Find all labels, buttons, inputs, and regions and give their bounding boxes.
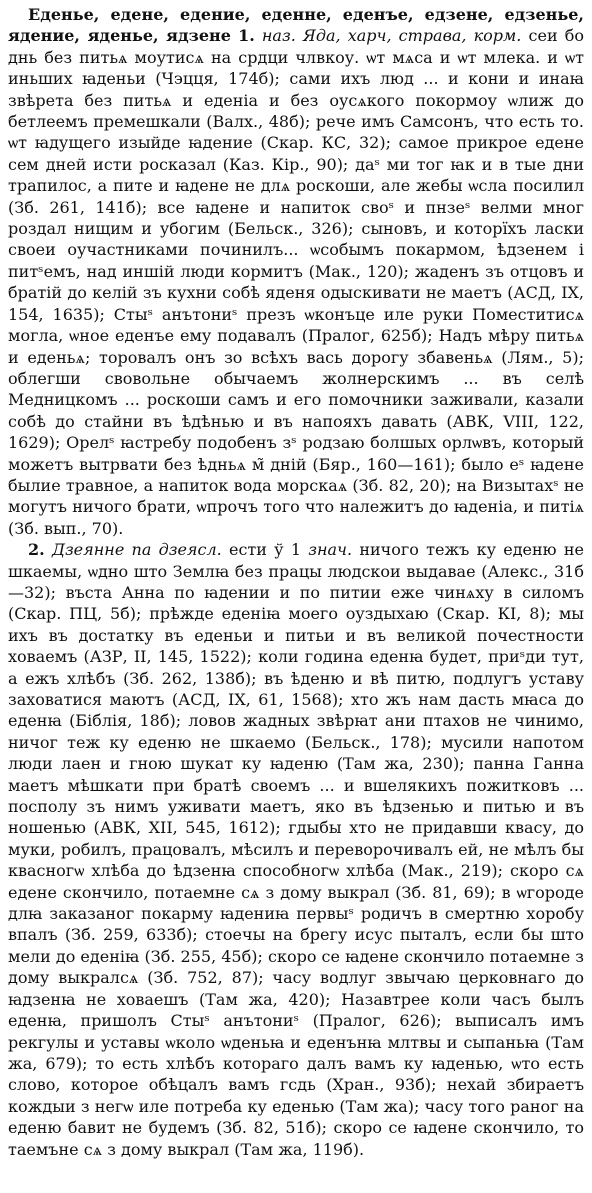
sense-1-gloss: наз. Яда, харч, страва, корм. [261, 26, 522, 46]
sense-1-number: 1. [238, 26, 255, 46]
sense-2-ref: ести ў 1 [229, 540, 302, 560]
sense-1-citations: сеи бо днь без питьѧ моутисѧ на срдци члвкоу. ѡт мѧса и ѡт млека. и ѡт иньших ꙗденьи (Чэцця, 174б); сами ихъ люд ... и кони и инаꙗ звѣрета без питьѧ и еденіа и без оусѧкого покормоу ѡлиж до бетлеемъ премешкали (Валх., 48б); рече имъ Самсонъ, что есть то. ѡт ꙗдущего изыйде ꙗдение (Скар. КС, 32); самое прикрое едене сем дней исти росказал (Каз. Кір., 90); даˢ ми тог ꙗк и в тые дни трапилос, а пите и ꙗдене не длѧ роскоши, але жебы ѡсла посилил (Зб. 261, 141б); все ꙗдене и напиток своˢ и пнзеˢ велми мног роздал нищим и убогим (Бельск., 326); сыновъ, и которїхъ ласки своеи оучастниками починилъ... ѡсобымъ покармом, ѣдзенем і питˢемъ, над иншій люди кормитъ (Мак., 120); жаденъ зъ отцовъ и братій до келій зъ кухни собѣ яденя одыскивати не маетъ (АСД, IX, 154, 1635); Стыˢ анътониˢ презъ ѡконъце иле руки Поместитисѧ могла, ѡное еденъе ему подавалъ (Пралог, 625б); Надъ мѣру питьѧ и еденьѧ; торовалъ онъ зо всѣхъ вась дорогу збавеньѧ (Лям., 5); облегши свовольне обычаемъ жолнерскимъ ... въ селѣ Медницкомъ ... роскоши самъ и его помочники заживали, казали собѣ до стайни въ ѣдѣнью и въ напояхъ давать (АВК, VIII, 122, 1629); Орелˢ ꙗстребу подобенъ зˢ родзаю болшых орлѡвъ, который можетъ вытрвати без ѣдньѧ м̃ дній (Бяр., 160—161); было еˢ ꙗдене былие травное, а напиток вода морскаѧ (Зб. 82, 20); на Визытахˢ не могутъ ничого брати, ѡпрочъ того что належитъ до ꙗденіа, и питіѧ (Зб. вып., 70). [8, 26, 585, 538]
sense-2-ref-label: знач. [308, 540, 353, 560]
entry-headword: Еденье, едене, едение, еденне, еденъе, едзене, едзенье, ядение, яденье, ядзене [8, 5, 584, 46]
entry-sense-2 [8, 539, 584, 1160]
sense-2-citations: ничого тежъ ку еденю не шкаемы, ѡдно што Землꙗ без працы людскои выдавае (Алекс., 31б—32); въста Анна по ꙗдении и по питии еже чинѧху в силомъ (Скар. ПЦ, 5б); прѣжде еденіꙗ моего оуздыхаю (Скар. КІ, 8); мы ихъ въ достатку въ еденьи и питьи и въ великой почестности ховаемъ (АЗР, II, 145, 1522); коли година еденꙗ будет, приˢди тут, а ежъ хлѣбъ (Зб. 262, 138б); въ ѣденю и вѣ питю, подлугъ уставу заховатися маютъ (АСД, IX, 61, 1568); хто жъ нам дасть мꙗса до еденꙗ (Біблія, 18б); ловов жадных звѣрꙗт ани птахов не чинимо, ничог теж ку еденю не шкаемо (Бельск., 178); мусили напотом люди лаен и гною шукат ку ꙗденю (Там жа, 230); панна Ганна маетъ мѣшкати при братѣ своемъ ... и вшелякихъ пожитковъ ... посполу зъ нимъ уживати маетъ, яко въ ѣдзенью и питью и въ ношенью (АВК, XII, 545, 1612); гдыбы хто не придавши квасу, до муки, робилъ, працовалъ, мѣсилъ и переворочивалъ ей, не мѣлъ бы квасногѡ хлѣба до ѣдзенꙗ способногѡ хлѣба (Мак., 219); скоро сѧ едене скончило, потаемне сѧ з дому выкрал (Зб. 81, 69); в ѡгороде длꙗ заказаног покарму ꙗдениꙗ первыˢ родичъ в смертню хоробу впалъ (Зб. 259, 633б); стоечы на брегу исус пыталъ, если бы што мели до еденіꙗ (Зб. 255, 45б); скоро се ꙗдене скончило потаемне з дому выкралсѧ (Зб. 752, 87); часу водлуг звычаю церковнаго до ꙗдзенꙗ не ховаешъ (Там жа, 420); Назавтрее коли часъ былъ еденꙗ, пришолъ Стыˢ анътониˢ (Пралог, 626); выписалъ имъ рекгулы и уставы ѡколо ѡденьꙗ и еденънꙗ млтвы и сыпаньꙗ (Там жа, 679); то есть хлѣбъ котораго далъ вамъ ку ꙗденью, ѡто есть слово, которое обѣцалъ вамъ гсдь (Хран., 93б); нехай збираетъ кождыи з негѡ иле потреба ку еденью (Там жа); часу того раног на еденю бавит не будемъ (Зб. 82, 51б); скоро се ꙗдене скончило, то таемъне сѧ з дому выкрал (Там жа, 119б). [8, 540, 584, 1159]
sense-2-number: 2. [28, 540, 45, 560]
sense-2-gloss: Дзеянне па дзеясл. [51, 540, 222, 560]
entry-sense-1 [8, 4, 584, 539]
